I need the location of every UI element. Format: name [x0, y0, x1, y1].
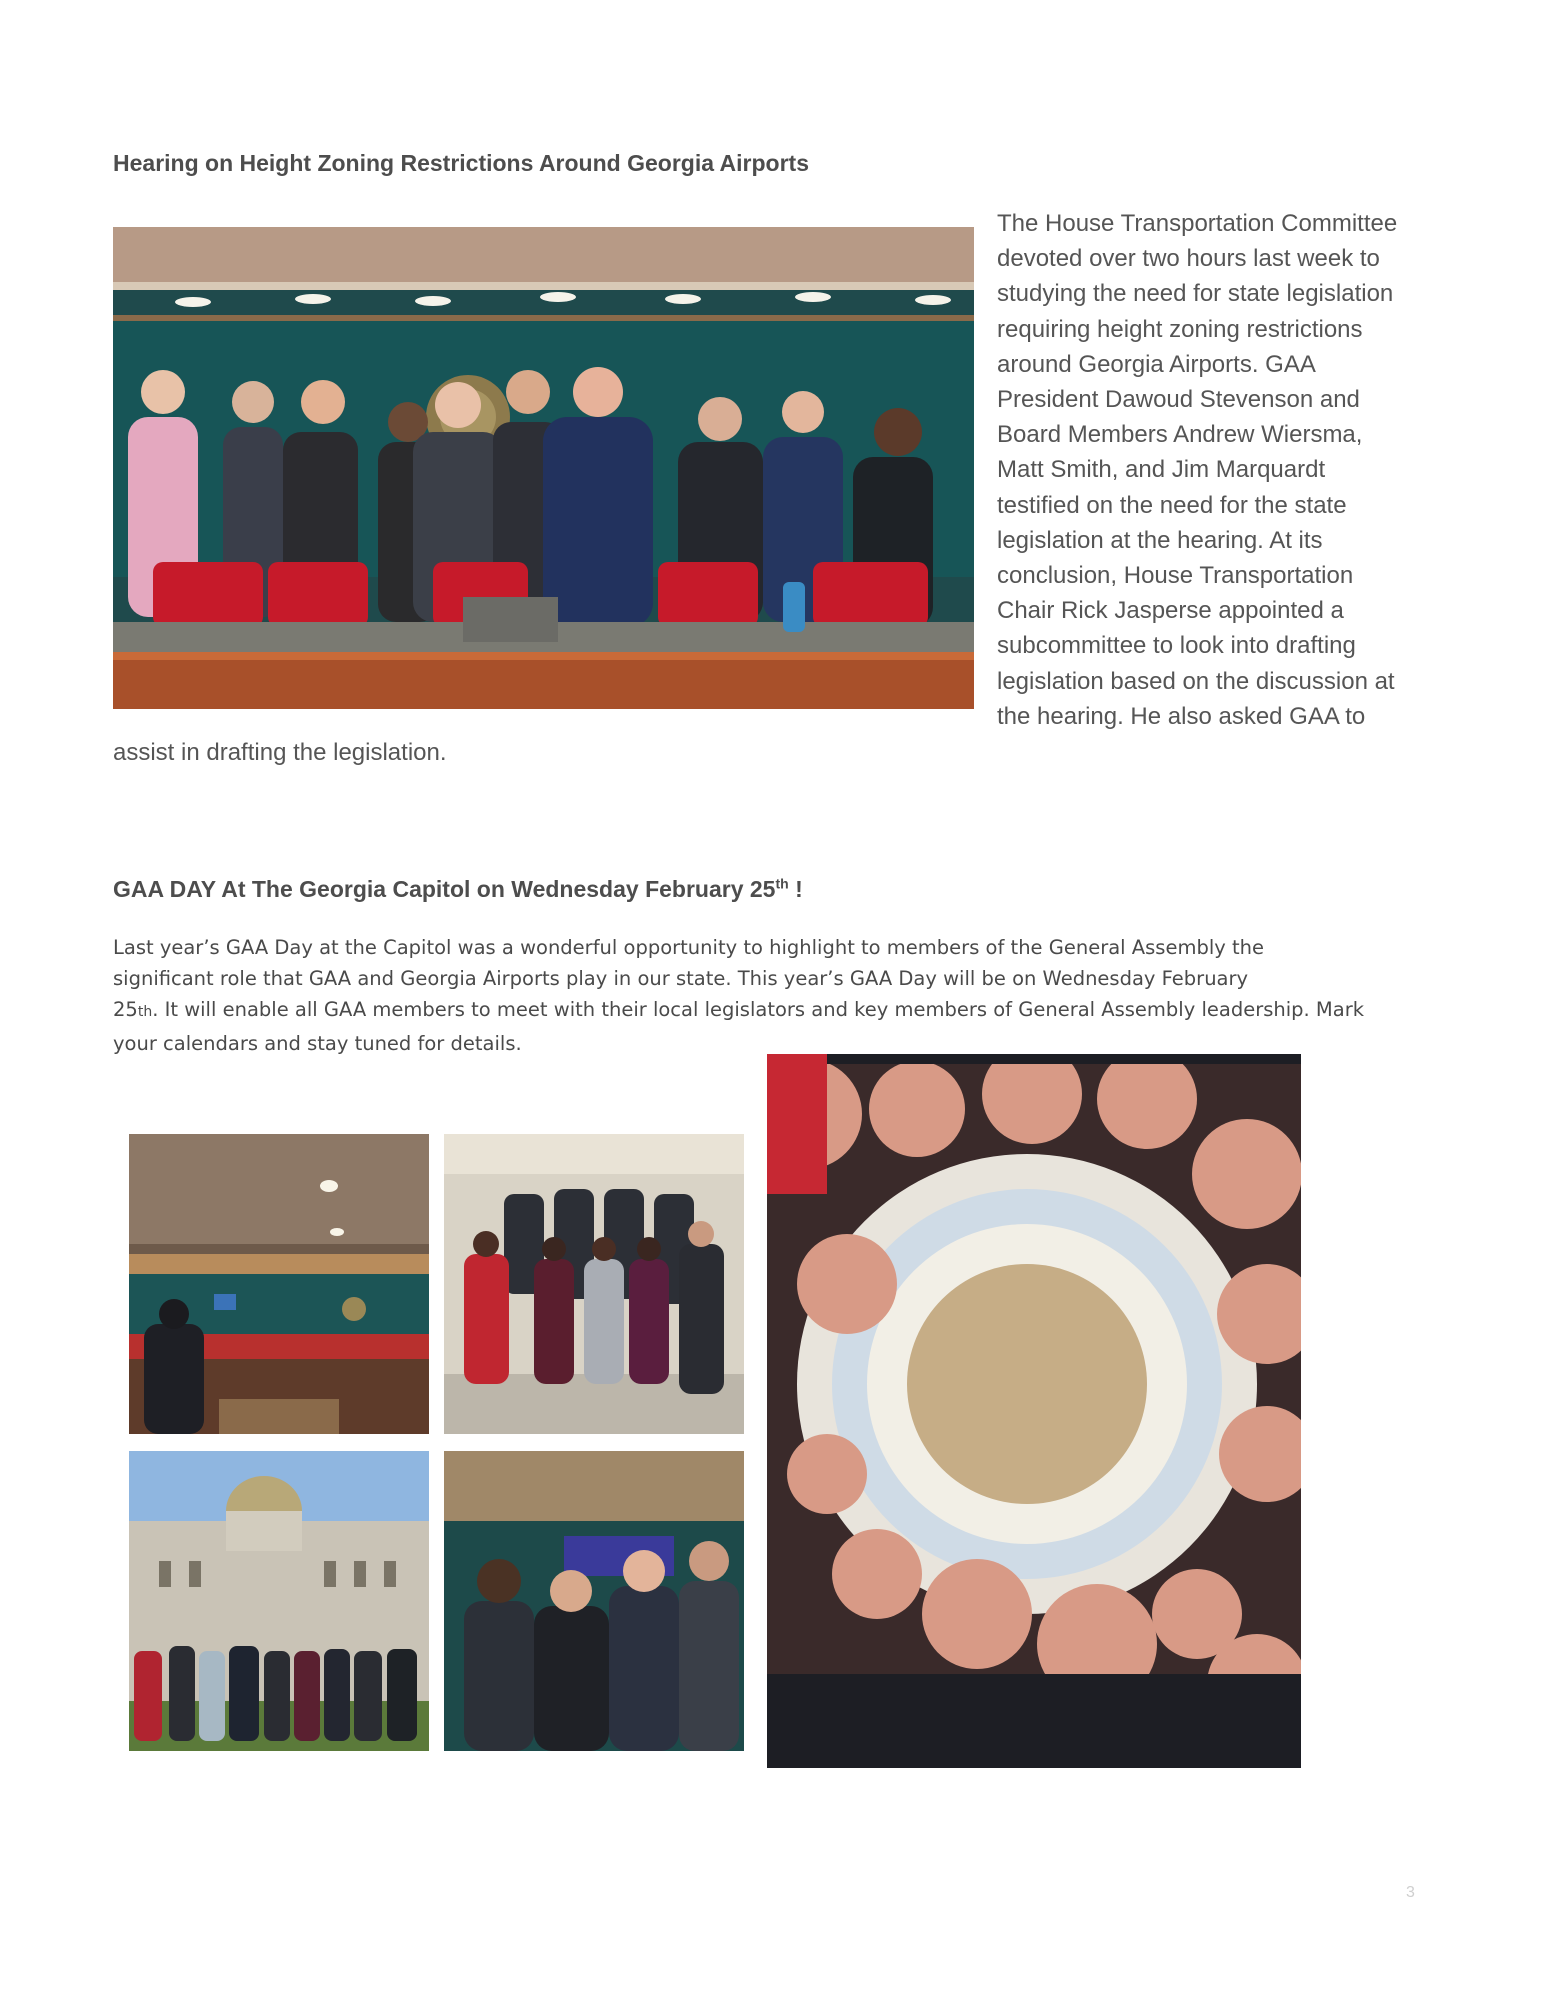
gaa-day-line-sup: th [137, 1004, 153, 1020]
capitol-exterior-group-photo [129, 1451, 429, 1751]
hearing-line: testified on the need for the state [997, 491, 1347, 519]
hearing-line: Matt Smith, and Jim Marquardt [997, 456, 1326, 484]
gaa-day-title-sup: th [775, 875, 789, 892]
hearing-line: the hearing. He also asked GAA to [997, 702, 1366, 730]
dome-selfie-photo [767, 1054, 1301, 1768]
hearing-line: subcommittee to look into drafting [997, 632, 1356, 660]
hearing-line: conclusion, House Transportation [997, 562, 1354, 590]
hearing-line: Board Members Andrew Wiersma, [997, 421, 1363, 449]
gaa-day-line: your calendars and stay tuned for details. [113, 1032, 522, 1055]
hearing-line: requiring height zoning restrictions [997, 315, 1363, 343]
page-number: 3 [1406, 1884, 1415, 1901]
gaa-day-line: significant role that GAA and Georgia Airports play in our state. This year’s GAA Day will be on Wednesday February [113, 967, 1249, 990]
gaa-day-paragraph [113, 932, 1413, 1059]
capitol-stairs-group-photo [444, 1134, 744, 1434]
committee-room-photo [129, 1134, 429, 1434]
gaa-day-line: Last year’s GAA Day at the Capitol was a wonderful opportunity to highlight to members of the General Assembly the [113, 936, 1264, 959]
hearing-line: Chair Rick Jasperse appointed a [997, 597, 1344, 625]
gaa-day-line: . It will enable all GAA members to meet with their local legislators and key members of General Assembly leadership. Mark [152, 998, 1365, 1021]
four-men-photo [444, 1451, 744, 1751]
hearing-group-photo [113, 227, 974, 709]
hearing-line: studying the need for state legislation [997, 280, 1394, 308]
section-title-gaa-day [113, 876, 803, 903]
hearing-line: around Georgia Airports. GAA [997, 350, 1316, 378]
section-title-hearing: Hearing on Height Zoning Restrictions Around Georgia Airports [113, 150, 809, 176]
hearing-line: legislation at the hearing. At its [997, 526, 1323, 554]
hearing-line: devoted over two hours last week to [997, 245, 1380, 273]
hearing-line: legislation based on the discussion at [997, 667, 1395, 695]
gaa-day-line: 25 [113, 998, 138, 1021]
hearing-paragraph-tail: assist in drafting the legislation. [113, 739, 447, 766]
hearing-paragraph [997, 206, 1437, 734]
hearing-line: The House Transportation Committee [997, 210, 1398, 237]
hearing-line: President Dawoud Stevenson and [997, 386, 1360, 414]
gaa-day-title-text: GAA DAY At The Georgia Capitol on Wednesday February 25 [113, 876, 776, 902]
gaa-day-title-end: ! [788, 876, 803, 902]
